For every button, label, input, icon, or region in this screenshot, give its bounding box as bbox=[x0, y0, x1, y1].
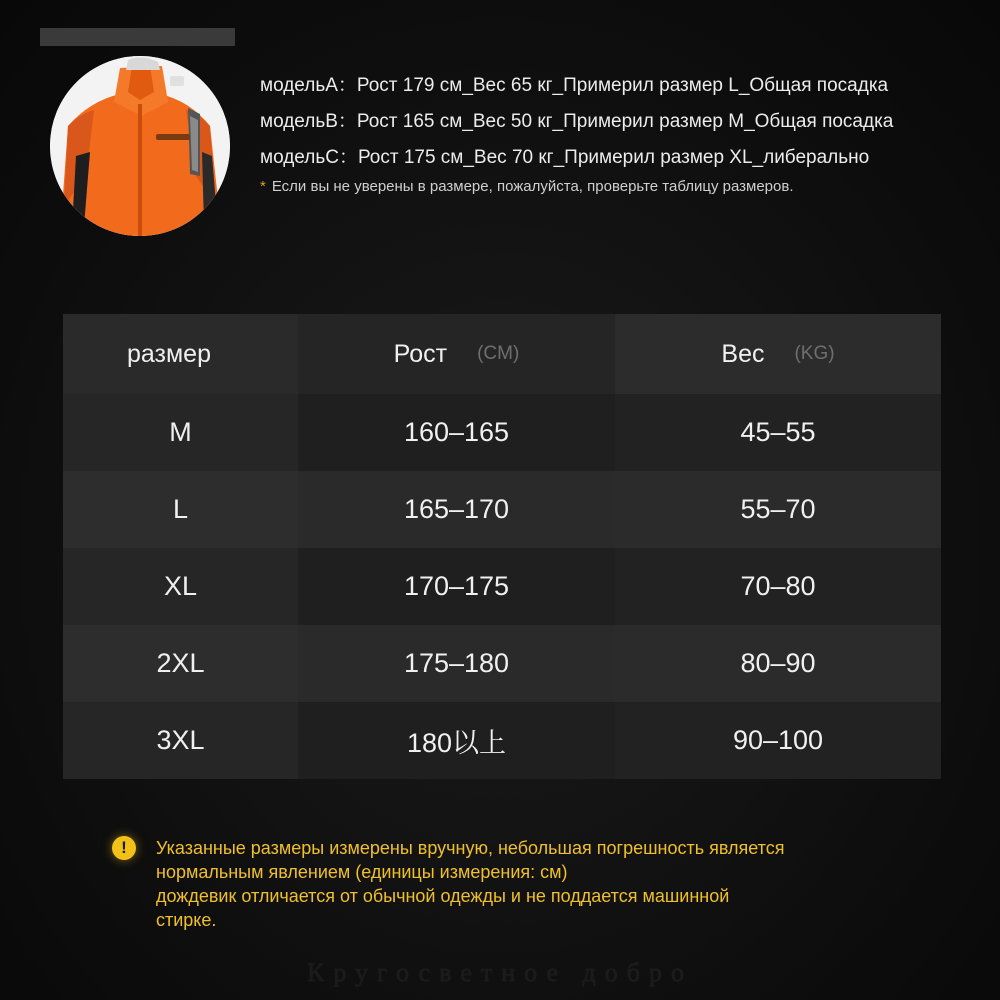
size-note-text: Если вы не уверены в размере, пожалуйста, проверьте таблицу размеров. bbox=[271, 178, 794, 195]
model-a-line: модельA：Рост 179 см_Вес 65 кг_Примерил размер L_Общая посадка bbox=[260, 75, 889, 96]
warning-line: дождевик отличается от обычной одежды и не поддается машинной bbox=[156, 886, 730, 906]
weight-cell: 80–90 bbox=[615, 625, 941, 702]
top-dark-bar bbox=[40, 28, 235, 46]
table-row bbox=[63, 394, 941, 471]
header-size bbox=[63, 314, 298, 394]
table-row bbox=[63, 702, 941, 779]
height-cell: 170–175 bbox=[298, 548, 615, 625]
jacket-product-image bbox=[50, 56, 230, 236]
header-height-label: Рост bbox=[393, 339, 448, 368]
warning-line: стирке. bbox=[156, 910, 217, 930]
size-table bbox=[63, 314, 941, 777]
header-weight-label: Вес bbox=[721, 339, 765, 368]
size-note bbox=[260, 178, 980, 195]
model-info-block bbox=[260, 68, 980, 195]
height-cell: 175–180 bbox=[298, 625, 615, 702]
size-cell: 2XL bbox=[63, 625, 298, 702]
header-weight-unit: (KG) bbox=[794, 343, 835, 364]
size-cell: 3XL bbox=[63, 702, 298, 779]
table-row bbox=[63, 471, 941, 548]
height-cell: 180以上 bbox=[298, 702, 615, 779]
height-cell: 160–165 bbox=[298, 394, 615, 471]
table-row bbox=[63, 548, 941, 625]
weight-cell: 55–70 bbox=[615, 471, 941, 548]
height-cell: 165–170 bbox=[298, 471, 615, 548]
footer-watermark: Кругосветное добро bbox=[307, 958, 693, 987]
weight-cell: 45–55 bbox=[615, 394, 941, 471]
exclamation-icon: ! bbox=[112, 836, 136, 860]
warning-text bbox=[156, 836, 916, 932]
weight-cell: 70–80 bbox=[615, 548, 941, 625]
header-size-label: размер bbox=[127, 339, 211, 368]
header-height bbox=[298, 314, 615, 394]
table-header-row bbox=[63, 314, 941, 394]
star-icon: * bbox=[260, 178, 266, 195]
model-b-line: модельB：Рост 165 см_Вес 50 кг_Примерил размер M_Общая посадка bbox=[260, 111, 894, 132]
table-row bbox=[63, 625, 941, 702]
size-cell: L bbox=[63, 471, 298, 548]
size-cell: XL bbox=[63, 548, 298, 625]
warning-line: Указанные размеры измерены вручную, небольшая погрешность является bbox=[156, 838, 785, 858]
weight-cell: 90–100 bbox=[615, 702, 941, 779]
warning-line: нормальным явлением (единицы измерения: см) bbox=[156, 862, 568, 882]
header-weight bbox=[615, 314, 941, 394]
size-cell: M bbox=[63, 394, 298, 471]
header-height-unit: (CM) bbox=[477, 343, 520, 364]
model-c-line: модельC：Рост 175 см_Вес 70 кг_Примерил размер XL_либерально bbox=[260, 147, 870, 168]
